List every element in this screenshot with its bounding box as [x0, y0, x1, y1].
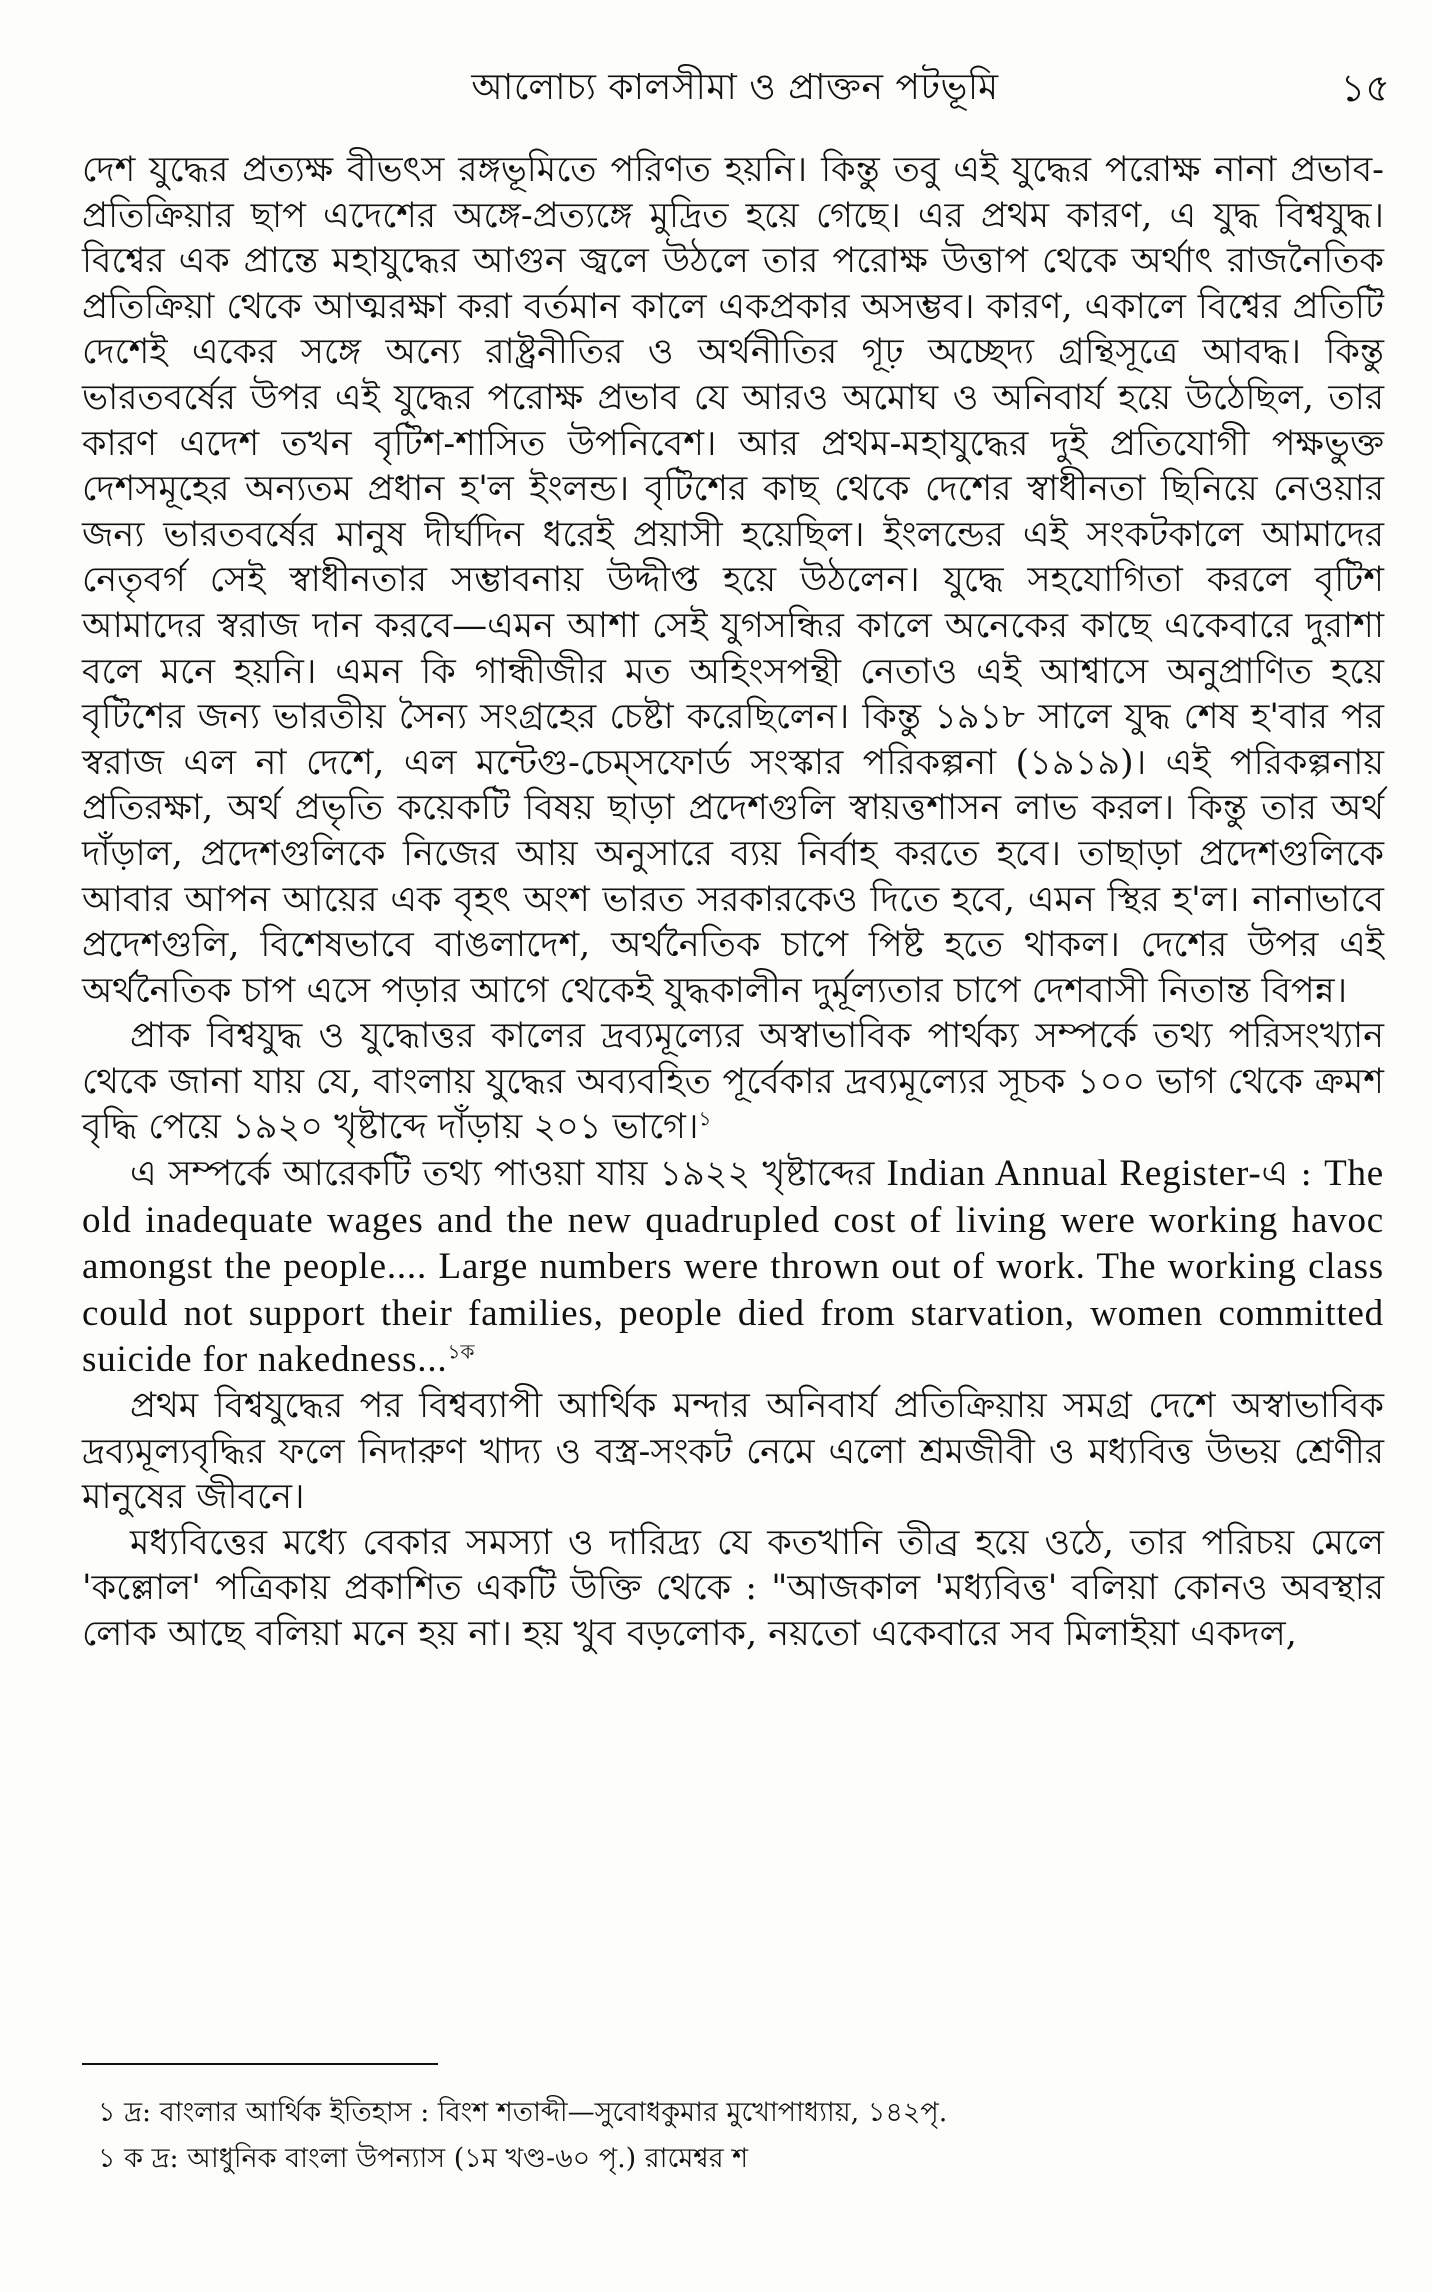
paragraph-3 [82, 1151, 1384, 1384]
footnote-1k: ১ ক দ্র: আধুনিক বাংলা উপন্যাস (১ম খণ্ড-৬০ পৃ.) রামেশ্বর শ [98, 2143, 749, 2174]
footnote-ref-1k: ১ক [447, 1339, 475, 1364]
paragraph-2-text: প্রাক বিশ্বযুদ্ধ ও যুদ্ধোত্তর কালের দ্রব্যমূল্যের অস্বাভাবিক পার্থক্য সম্পর্কে তথ্য পরিসংখ্যান থেকে জানা যায় যে, বাংলায় যুদ্ধের অব্যবহিত পূর্বেকার দ্রব্যমূল্যের সূচক ১০০ ভাগ থেকে ক্রমশ বৃদ্ধি পেয়ে ১৯২০ খৃষ্টাব্দে দাঁড়ায় ২০১ ভাগে। [82, 1016, 1384, 1148]
english-quote: The old inadequate wages and the new quadrupled cost of living were working havoc amongst the people.... Large numbers were thrown out of work. The working class could not support their families, people died from starvation, women committed suicide for nakedness... [82, 1153, 1384, 1381]
footnote-1: ১ দ্র: বাংলার আর্থিক ইতিহাস : বিংশ শতাব্দী—সুবোধকুমার মুখোপাধ্যায়, ১৪২পৃ. [98, 2097, 948, 2128]
running-head [80, 58, 1390, 118]
footnotes [98, 2090, 1348, 2182]
footnote-rule [82, 2063, 438, 2065]
footnote-ref-1: ১ [698, 1106, 712, 1131]
body-text [82, 148, 1384, 1658]
running-title: আলোচ্য কালসীমা ও প্রাক্তন পটভূমি [471, 67, 999, 108]
page-number: ১৫ [1340, 66, 1390, 110]
paragraph-3-suffix: এ : [1261, 1154, 1325, 1195]
paragraph-2 [82, 1014, 1384, 1151]
paragraph-3-intro: এ সম্পর্কে আরেকটি তথ্য পাওয়া যায় ১৯২২ খৃষ্টাব্দের [130, 1154, 887, 1195]
paragraph-4: প্রথম বিশ্বযুদ্ধের পর বিশ্বব্যাপী আর্থিক মন্দার অনিবার্য প্রতিক্রিয়ায় সমগ্র দেশে অস্বাভাবিক দ্রব্যমূল্যবৃদ্ধির ফলে নিদারুণ খাদ্য ও বস্ত্র-সংকট নেমে এলো শ্রমজীবী ও মধ্যবিত্ত উভয় শ্রেণীর মানুষের জীবনে। [82, 1386, 1384, 1518]
paragraph-5: মধ্যবিত্তের মধ্যে বেকার সমস্যা ও দারিদ্র্য যে কতখানি তীব্র হয়ে ওঠে, তার পরিচয় মেলে 'কল্লোল' পত্রিকায় প্রকাশিত একটি উক্তি থেকে : "আজকাল 'মধ্যবিত্ত' বলিয়া কোনও অবস্থার লোক আছে বলিয়া মনে হয় না। হয় খুব বড়লোক, নয়তো একেবারে সব মিলাইয়া একদল, [82, 1522, 1384, 1654]
paragraph-1: দেশ যুদ্ধের প্রত্যক্ষ বীভৎস রঙ্গভূমিতে পরিণত হয়নি। কিন্তু তবু এই যুদ্ধের পরোক্ষ নানা প্রভাব-প্রতিক্রিয়ার ছাপ এদেশের অঙ্গে-প্রত্যঙ্গে মুদ্রিত হয়ে গেছে। এর প্রথম কারণ, এ যুদ্ধ বিশ্বযুদ্ধ। বিশ্বের এক প্রান্তে মহাযুদ্ধের আগুন জ্বলে উঠলে তার পরোক্ষ উত্তাপ থেকে অর্থাৎ রাজনৈতিক প্রতিক্রিয়া থেকে আত্মরক্ষা করা বর্তমান কালে একপ্রকার অসম্ভব। কারণ, একালে বিশ্বের প্রতিটি দেশেই একের সঙ্গে অন্যে রাষ্ট্রনীতির ও অর্থনীতির গূঢ় অচ্ছেদ্য গ্রন্থিসূত্রে আবদ্ধ। কিন্তু ভারতবর্ষের উপর এই যুদ্ধের পরোক্ষ প্রভাব যে আরও অমোঘ ও অনিবার্য হয়ে উঠেছিল, তার কারণ এদেশ তখন বৃটিশ-শাসিত উপনিবেশ। আর প্রথম-মহাযুদ্ধের দুই প্রতিযোগী পক্ষভুক্ত দেশসমূহের অন্যতম প্রধান হ'ল ইংলন্ড। বৃটিশের কাছ থেকে দেশের স্বাধীনতা ছিনিয়ে নেওয়ার জন্য ভারতবর্ষের মানুষ দীর্ঘদিন ধরেই প্রয়াসী হয়েছিল। ইংলন্ডের এই সংকটকালে আমাদের নেতৃবর্গ সেই স্বাধীনতার সম্ভাবনায় উদ্দীপ্ত হয়ে উঠলেন। যুদ্ধে সহযোগিতা করলে বৃটিশ আমাদের স্বরাজ দান করবে—এমন আশা সেই যুগসন্ধির কালে অনেকের কাছে একেবারে দুরাশা বলে মনে হয়নি। এমন কি গান্ধীজীর মত অহিংসপন্থী নেতাও এই আশ্বাসে অনুপ্রাণিত হয়ে বৃটিশের জন্য ভারতীয় সৈন্য সংগ্রহের চেষ্টা করেছিলেন। কিন্তু ১৯১৮ সালে যুদ্ধ শেষ হ'বার পর স্বরাজ এল না দেশে, এল মন্টেগু-চেম্‌সফোর্ড সংস্কার পরিকল্পনা (১৯১৯)। এই পরিকল্পনায় প্রতিরক্ষা, অর্থ প্রভৃতি কয়েকটি বিষয় ছাড়া প্রদেশগুলি স্বায়ত্তশাসন লাভ করল। কিন্তু তার অর্থ দাঁড়াল, প্রদেশগুলিকে নিজের আয় অনুসারে ব্যয় নির্বাহ করতে হবে। তাছাড়া প্রদেশগুলিকে আবার আপন আয়ের এক বৃহৎ অংশ ভারত সরকারকেও দিতে হবে, এমন স্থির হ'ল। নানাভাবে প্রদেশগুলি, বিশেষভাবে বাঙলাদেশ, অর্থনৈতিক চাপে পিষ্ট হতে থাকল। দেশের উপর এই অর্থনৈতিক চাপ এসে পড়ার আগে থেকেই যুদ্ধকালীন দুর্মূল্যতার চাপে দেশবাসী নিতান্ত বিপন্ন। [82, 150, 1384, 1011]
register-title: Indian Annual Register- [886, 1153, 1262, 1195]
